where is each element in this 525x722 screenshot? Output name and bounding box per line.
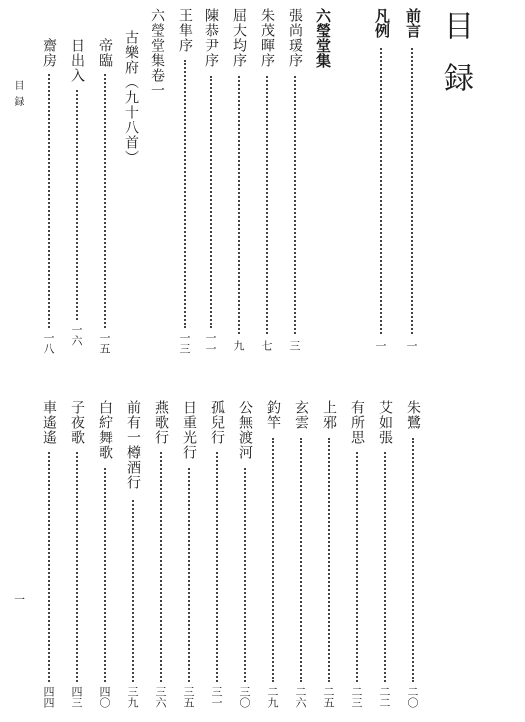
dot-leader bbox=[266, 76, 268, 334]
toc-label: 王隼序 bbox=[177, 8, 193, 53]
dot-leader bbox=[76, 452, 78, 682]
toc-page-number: 七 bbox=[260, 340, 273, 351]
toc-page-number: 二〇 bbox=[406, 686, 419, 708]
toc-label: 陳恭尹序 bbox=[203, 8, 219, 68]
dot-leader bbox=[76, 90, 78, 320]
dot-leader bbox=[300, 438, 302, 682]
toc-page-number: 二二 bbox=[378, 686, 391, 708]
dot-leader bbox=[216, 452, 218, 682]
volume-heading: 六瑩堂集卷一 bbox=[149, 8, 165, 98]
toc-label: 孤兒行 bbox=[209, 400, 225, 445]
toc-page-number: 三九 bbox=[126, 686, 139, 708]
toc-page-number: 一三 bbox=[178, 332, 191, 354]
toc-page-number: 三一 bbox=[210, 686, 223, 708]
toc-label: 玄雲 bbox=[293, 400, 309, 430]
toc-page-number: 三 bbox=[288, 340, 301, 351]
dot-leader bbox=[411, 48, 413, 334]
toc-page-number: 九 bbox=[232, 340, 245, 351]
toc-label: 艾如張 bbox=[377, 400, 393, 445]
toc-page-number: 二三 bbox=[350, 686, 363, 708]
dot-leader bbox=[412, 438, 414, 682]
page-folio: 一 bbox=[14, 593, 25, 606]
dot-leader bbox=[184, 60, 186, 328]
toc-label: 子夜歌 bbox=[69, 400, 85, 445]
dot-leader bbox=[380, 48, 382, 334]
toc-label: 燕歌行 bbox=[153, 400, 169, 445]
toc-label: 前有一樽酒行 bbox=[125, 400, 141, 490]
toc-page-number: 一 bbox=[374, 340, 387, 351]
dot-leader bbox=[104, 74, 106, 328]
toc-label: 張尚瑗序 bbox=[287, 8, 303, 68]
toc-page-number: 一五 bbox=[98, 332, 111, 354]
dot-leader bbox=[244, 468, 246, 682]
dot-leader bbox=[384, 452, 386, 682]
toc-page-number: 一一 bbox=[204, 332, 217, 354]
page-title: 目録 bbox=[438, 10, 473, 114]
running-head: 目録 bbox=[12, 80, 23, 112]
toc-label: 前言 bbox=[404, 8, 422, 38]
dot-leader bbox=[294, 76, 296, 334]
toc-label: 公無渡河 bbox=[237, 400, 253, 460]
toc-label: 朱茂暉序 bbox=[259, 8, 275, 68]
toc-page-number: 二六 bbox=[294, 686, 307, 708]
dot-leader bbox=[272, 438, 274, 682]
toc-page-number: 一 bbox=[405, 340, 418, 351]
toc-page-number: 三〇 bbox=[238, 686, 251, 708]
toc-label: 白紵舞歌 bbox=[97, 400, 113, 460]
collection-heading: 六瑩堂集 bbox=[314, 8, 332, 68]
toc-label: 車遙遙 bbox=[41, 400, 57, 445]
dot-leader bbox=[48, 74, 50, 328]
toc-page-number: 三六 bbox=[154, 686, 167, 708]
toc-label: 凡例 bbox=[373, 8, 391, 38]
dot-leader bbox=[210, 76, 212, 328]
toc-page-number: 一八 bbox=[42, 332, 55, 354]
toc-label: 屈大均序 bbox=[231, 8, 247, 68]
toc-label: 帝臨 bbox=[97, 38, 113, 68]
toc-label: 日出入 bbox=[69, 38, 85, 83]
toc-label: 上邪 bbox=[321, 400, 337, 430]
dot-leader bbox=[48, 452, 50, 682]
toc-page-number: 二五 bbox=[322, 686, 335, 708]
dot-leader bbox=[356, 452, 358, 682]
toc-page-number: 二九 bbox=[266, 686, 279, 708]
dot-leader bbox=[328, 438, 330, 682]
toc-page-number: 一六 bbox=[70, 324, 83, 346]
toc-label: 釣竿 bbox=[265, 400, 281, 430]
dot-leader bbox=[132, 500, 134, 682]
toc-page-number: 四〇 bbox=[98, 686, 111, 708]
toc-label: 日重光行 bbox=[181, 400, 197, 460]
dot-leader bbox=[238, 76, 240, 334]
toc-label: 朱鷺 bbox=[405, 400, 421, 430]
toc-page-number: 三五 bbox=[182, 686, 195, 708]
toc-page-number: 四四 bbox=[42, 686, 55, 708]
toc-page-number: 四三 bbox=[70, 686, 83, 708]
dot-leader bbox=[160, 452, 162, 682]
dot-leader bbox=[104, 468, 106, 682]
genre-heading: 古樂府（九十八首） bbox=[123, 30, 139, 165]
dot-leader bbox=[188, 468, 190, 682]
toc-label: 有所思 bbox=[349, 400, 365, 445]
toc-label: 齋房 bbox=[41, 38, 57, 68]
